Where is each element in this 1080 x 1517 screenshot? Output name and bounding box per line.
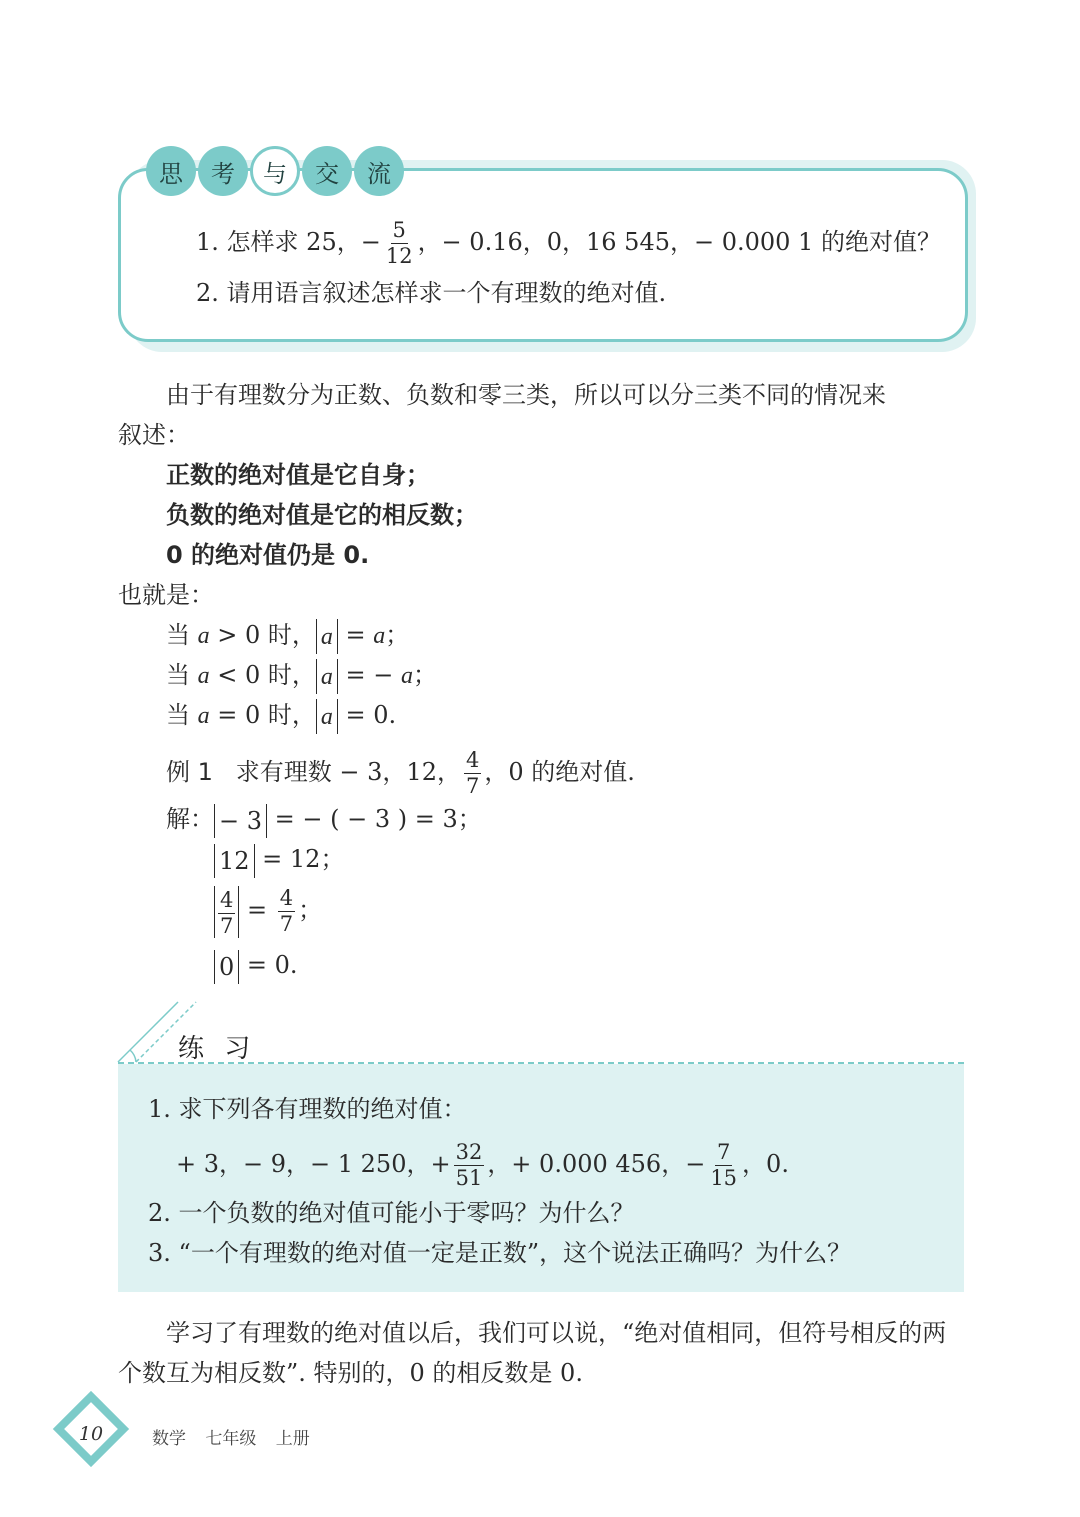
closing-line1: 学习了有理数的绝对值以后，我们可以说，“绝对值相同，但符号相反的两 [166, 1319, 947, 1347]
q2-label: 2. [196, 279, 219, 307]
closing-line2: 个数互为相反数”. 特别的，0 的相反数是 0. [118, 1359, 583, 1387]
q1-fraction: $\frac{5}{12}$ [385, 218, 413, 268]
case-zero: 当 a = 0 时， a = 0. [166, 698, 396, 734]
case-positive: 当 a > 0 时， a = a； [166, 618, 409, 654]
rule-positive: 正数的绝对值是它自身； [166, 461, 430, 489]
practice-question-3: 3. “一个有理数的绝对值一定是正数”，这个说法正确吗？为什么？ [148, 1239, 852, 1267]
case-negative: 当 a < 0 时， a = − a； [166, 658, 437, 694]
solution-step-4: 0 = 0. [214, 948, 298, 984]
example-fraction: $\frac{4}{7}$ [465, 748, 480, 798]
practice-question-1: 1. 求下列各有理数的绝对值： [148, 1095, 467, 1123]
abs-a: a [316, 659, 338, 694]
practice-question-1-list: + 3，− 9，− 1 250，+ $\frac{32}{51}$ ，+ 0.000 456，− $\frac{7}{15}$ ，0. [176, 1140, 789, 1190]
that-is: 也就是： [118, 581, 214, 609]
q2-text: 请用语言叙述怎样求一个有理数的绝对值. [226, 279, 667, 307]
para1-line2: 叙述： [118, 421, 190, 449]
rule-negative: 负数的绝对值是它的相反数； [166, 501, 478, 529]
para1-line1: 由于有理数分为正数、负数和零三类，所以可以分三类不同的情况来 [166, 381, 886, 409]
solution-step-2: 12 = 12； [214, 842, 344, 878]
solution-step-3: $\frac{4}{7}$ = $\frac{4}{7}$ ； [214, 884, 322, 938]
example-label: 例 1 [166, 758, 213, 786]
abs-a: a [316, 699, 338, 734]
think-badges [146, 146, 406, 200]
think-question-1 [196, 220, 941, 267]
think-question-2 [196, 276, 666, 310]
page-number: 10 [78, 1423, 104, 1445]
q1-text-b: ，− 0.16，0，16 545，− 0.000 1 的绝对值？ [417, 228, 941, 256]
badge-kao: 考 [198, 146, 248, 196]
q1-text-a: 怎样求 25，− [226, 228, 381, 256]
solution-step-1: 解： − 3 = − ( − 3 ) = 3； [166, 802, 482, 838]
solution-label: 解： [166, 805, 214, 833]
example-1: 例 1 求有理数 − 3，12， $\frac{4}{7}$ ，0 的绝对值. [166, 748, 635, 798]
rule-zero: 0 的绝对值仍是 0. [166, 541, 370, 569]
practice-question-2: 2. 一个负数的绝对值可能小于零吗？为什么？ [148, 1199, 635, 1227]
badge-jiao: 交 [302, 146, 352, 196]
badge-yu: 与 [250, 146, 300, 196]
abs-a: a [316, 619, 338, 654]
book-title: 数学 七年级 上册 [152, 1429, 310, 1449]
badge-liu: 流 [354, 146, 404, 196]
badge-si: 思 [146, 146, 196, 196]
q1-label: 1. [196, 228, 219, 256]
practice-title: 练 习 [178, 1034, 257, 1064]
